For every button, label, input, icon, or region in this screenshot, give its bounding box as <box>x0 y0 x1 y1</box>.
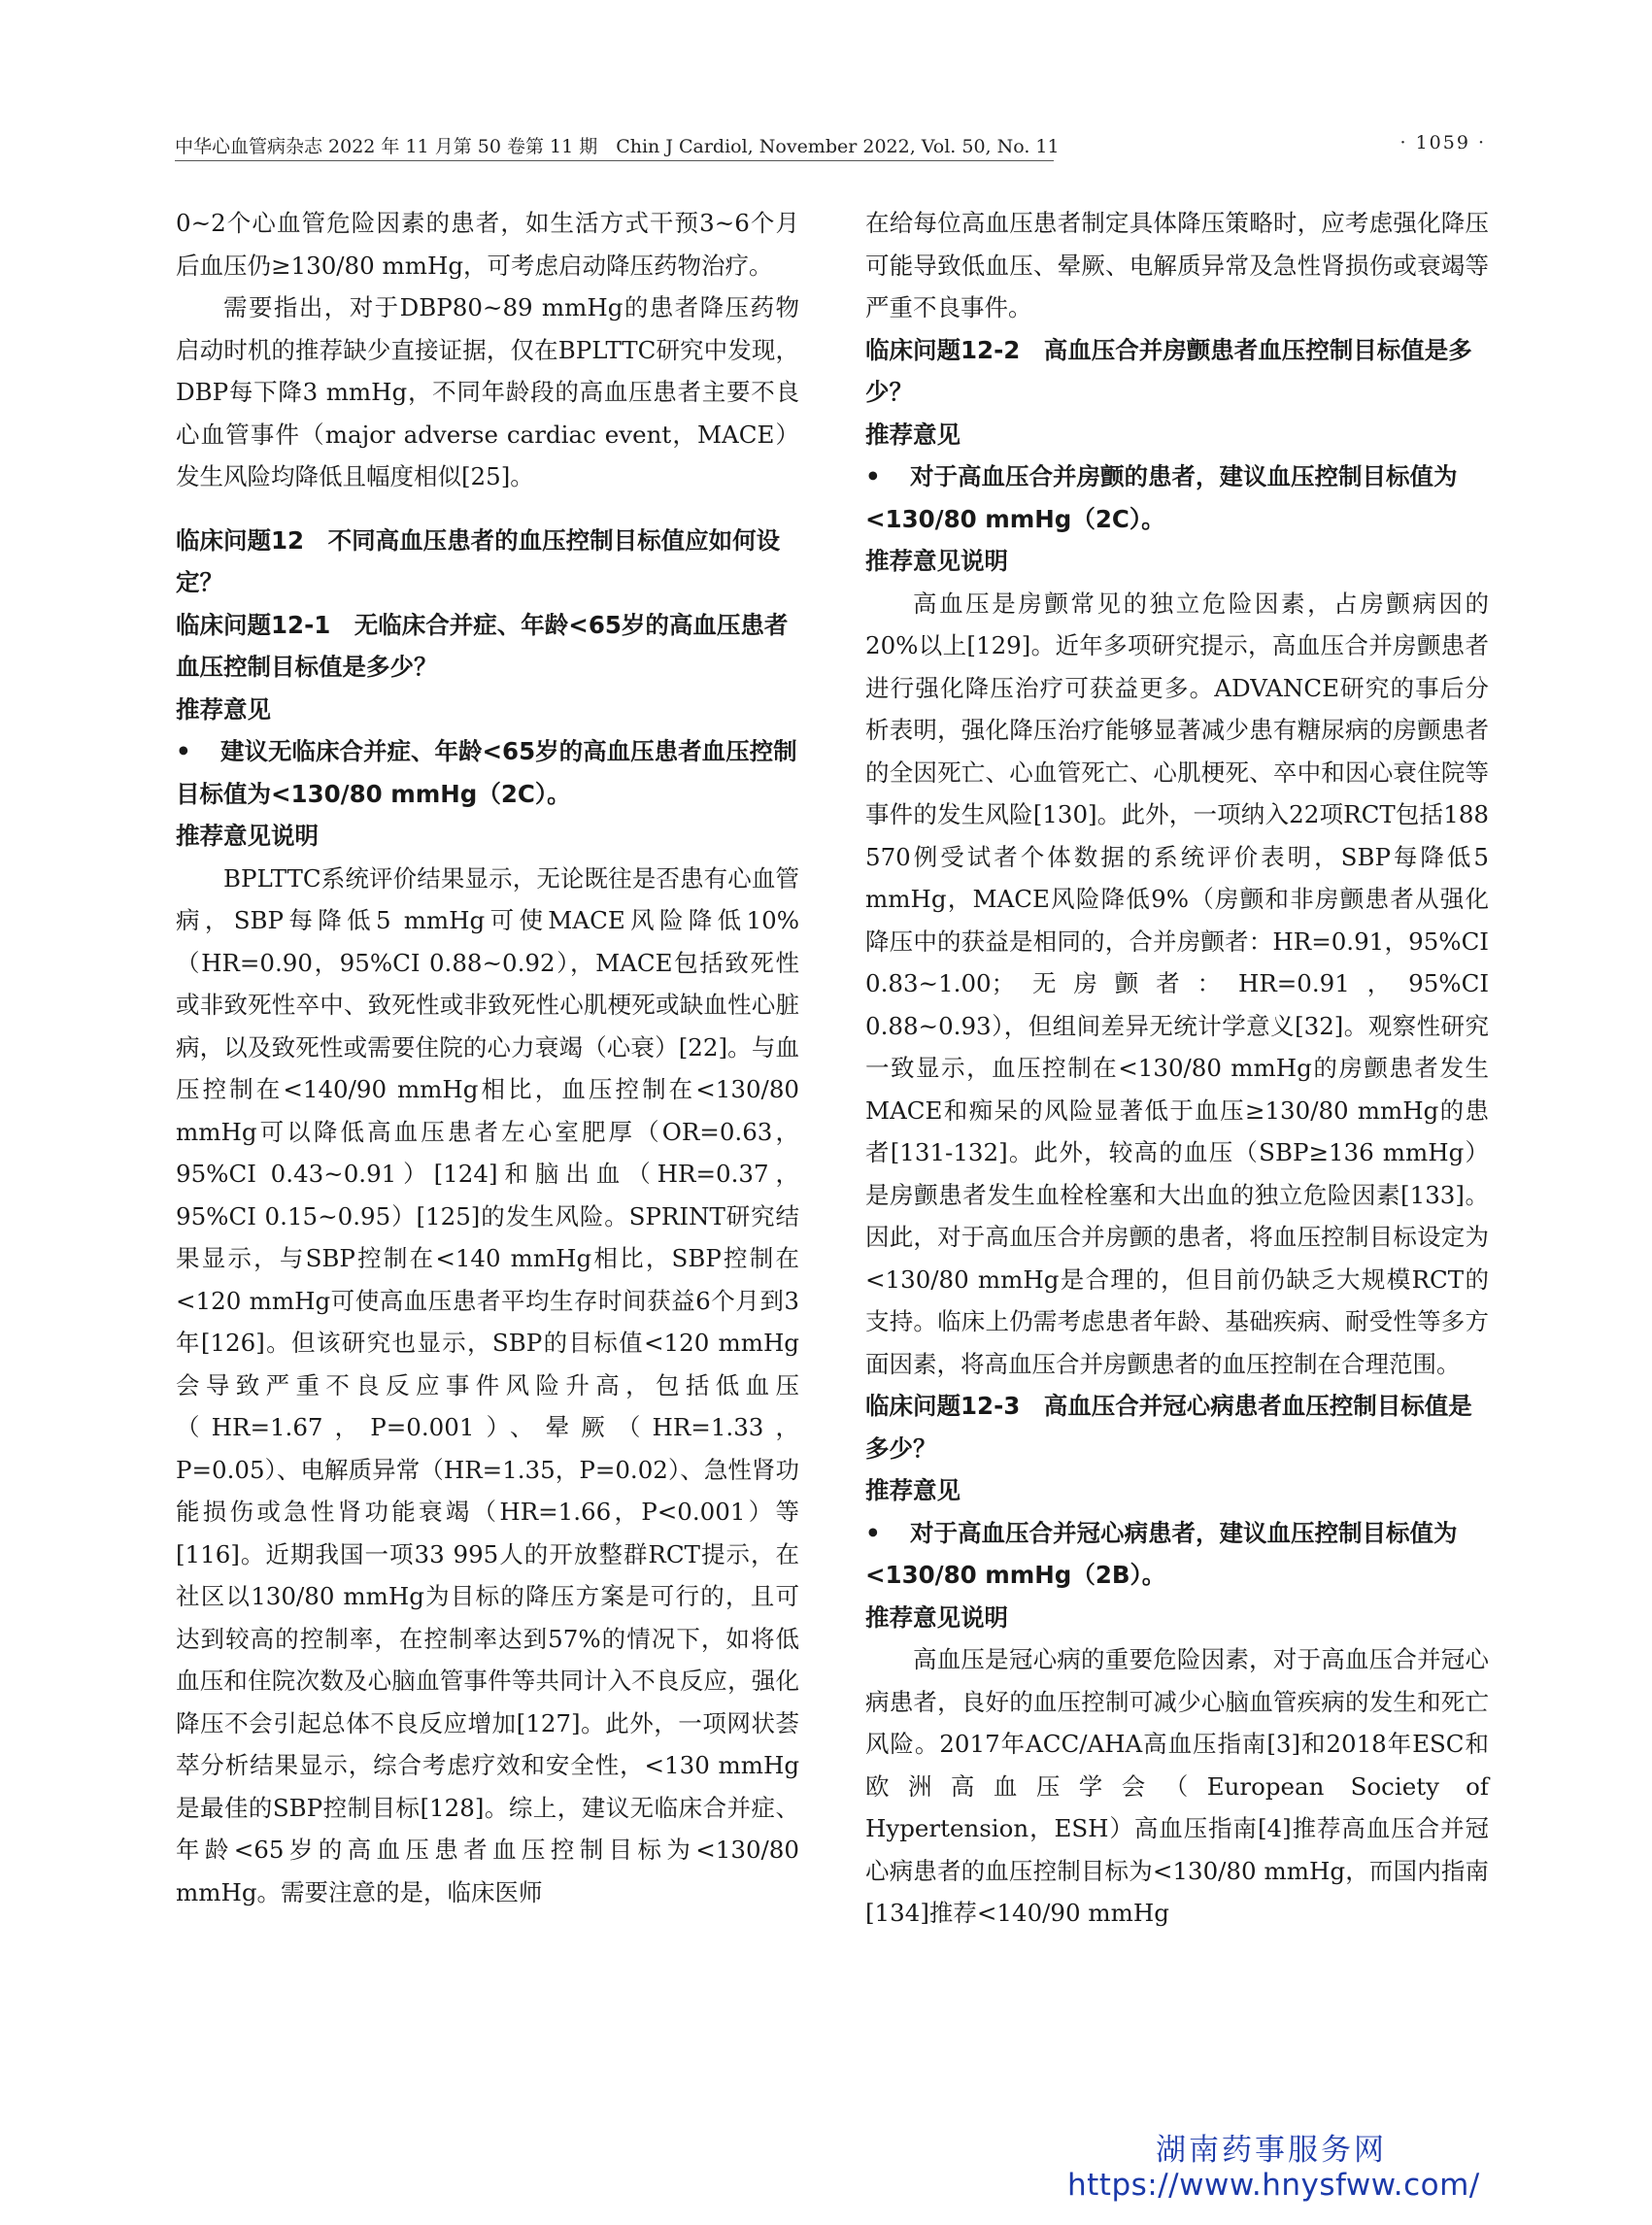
left-column <box>176 202 799 1913</box>
journal-citation: 中华心血管病杂志 2022 年 11 月第 50 卷第 11 期 Chin J Cardiol, November 2022, Vol. 50, No. 11 <box>175 136 1060 157</box>
recommendation-explanation-label: 推荐意见说明 <box>865 1602 1008 1632</box>
paragraph: 高血压是房颤常见的独立危险因素，占房颤病因的20%以上[129]。近年多项研究提示，高血压合并房颤患者进行强化降压治疗可获益更多。ADVANCE研究的事后分析表明，强化降压治疗能够显著减少患有糖尿病的房颤患者的全因死亡、心血管死亡、心肌梗死、卒中和因心衰住院等事件的发生风险[130]。此外，一项纳入22项RCT包括188 570例受试者个体数据的系统评价表明，SBP每降低5 mmHg，MACE风险降低9%（房颤和非房颤患者从强化降压中的获益是相同的，合并房颤者：HR=0.91，95%CI 0.83~1.00；无房颤者：HR=0.91，95%CI 0.88~0.93），但组间差异无统计学意义[32]。观察性研究一致显示，血压控制在<130/80 mmHg的房颤患者发生MACE和痴呆的风险显著低于血压≥130/80 mmHg的患者[131-132]。此外，较高的血压（SBP≥136 mmHg）是房颤患者发生血栓栓塞和大出血的独立危险因素[133]。因此，对于高血压合并房颤的患者，将血压控制目标设定为<130/80 mmHg是合理的，但目前仍缺乏大规模RCT的支持。临床上仍需考虑患者年龄、基础疾病、耐受性等多方面因素，将高血压合并房颤患者的血压控制在合理范围。 <box>865 589 1489 1378</box>
recommendation-text: 对于高血压合并冠心病患者，建议血压控制目标值为<130/80 mmHg（2B）。 <box>865 1518 1458 1589</box>
paragraph: 0~2个心血管危险因素的患者，如生活方式干预3~6个月后血压仍≥130/80 mmHg，可考虑启动降压药物治疗。 <box>176 209 799 280</box>
paragraph: 在给每位高血压患者制定具体降压策略时，应考虑强化降压可能导致低血压、晕厥、电解质异常及急性肾损伤或衰竭等严重不良事件。 <box>865 209 1489 321</box>
bullet: • <box>176 737 191 765</box>
recommendation-label: 推荐意见 <box>865 1476 961 1504</box>
question-12-2-heading: 临床问题12-2 高血压合并房颤患者血压控制目标值是多少？ <box>865 335 1472 406</box>
watermark-url[interactable]: https://www.hnysfww.com/ <box>1067 2168 1480 2203</box>
bullet: • <box>865 462 881 490</box>
recommendation-12-2 <box>865 455 1489 540</box>
site-watermark <box>1067 2133 1480 2203</box>
question-12-heading: 临床问题12 不同高血压患者的血压控制目标值应如何设定？ <box>176 525 781 596</box>
header-rule <box>175 160 1054 161</box>
right-column <box>865 202 1489 1935</box>
page-number: · 1059 · <box>1399 132 1486 153</box>
question-12-1-heading: 临床问题12-1 无临床合并症、年龄<65岁的高血压患者血压控制目标值是多少？ <box>176 610 789 681</box>
recommendation-explanation-label: 推荐意见说明 <box>176 822 319 850</box>
question-12-3-heading: 临床问题12-3 高血压合并冠心病患者血压控制目标值是多少？ <box>865 1392 1472 1463</box>
paragraph: 需要指出，对于DBP80~89 mmHg的患者降压药物启动时机的推荐缺少直接证据，仅在BPLTTC研究中发现，DBP每下降3 mmHg，不同年龄段的高血压患者主要不良心血管事件（major adverse cardiac event，MACE）发生风险均降低且幅度相似[25]。 <box>176 293 799 490</box>
recommendation-text: 对于高血压合并房颤的患者，建议血压控制目标值为<130/80 mmHg（2C）。 <box>865 462 1458 533</box>
paragraph: BPLTTC系统评价结果显示，无论既往是否患有心血管病，SBP每降低5 mmHg可使MACE风险降低10%（HR=0.90，95%CI 0.88~0.92），MACE包括致死性或非致死性卒中、致死性或非致死性心肌梗死或缺血性心脏病，以及致死性或需要住院的心力衰竭（心衰）[22]。与血压控制在<140/90 mmHg相比，血压控制在<130/80 mmHg可以降低高血压患者左心室肥厚（OR=0.63，95%CI 0.43~0.91）[124]和脑出血（HR=0.37，95%CI 0.15~0.95）[125]的发生风险。SPRINT研究结果显示，与SBP控制在<140 mmHg相比，SBP控制在<120 mmHg可使高血压患者平均生存时间获益6个月到3年[126]。但该研究也显示，SBP的目标值<120 mmHg会导致严重不良反应事件风险升高，包括低血压（HR=1.67，P=0.001）、晕厥（HR=1.33，P=0.05）、电解质异常（HR=1.35，P=0.02）、急性肾功能损伤或急性肾功能衰竭（HR=1.66，P<0.001）等[116]。近期我国一项33 995人的开放整群RCT提示，在社区以130/80 mmHg为目标的降压方案是可行的，且可达到较高的控制率，在控制率达到57%的情况下，如将低血压和住院次数及心脑血管事件等共同计入不良反应，强化降压不会引起总体不良反应增加[127]。此外，一项网状荟萃分析结果显示，综合考虑疗效和安全性，<130 mmHg是最佳的SBP控制目标[128]。综上，建议无临床合并症、年龄<65岁的高血压患者血压控制目标为<130/80 mmHg。需要注意的是，临床医师 <box>176 863 799 1906</box>
paragraph: 高血压是冠心病的重要危险因素，对于高血压合并冠心病患者，良好的血压控制可减少心脑血管疾病的发生和死亡风险。2017年ACC/AHA高血压指南[3]和2018年ESC和欧洲高血压学会（European Society of Hypertension，ESH）高血压指南[4]推荐高血压合并冠心病患者的血压控制目标为<130/80 mmHg，而国内指南[134]推荐<140/90 mmHg <box>865 1645 1489 1927</box>
recommendation-explanation-label: 推荐意见说明 <box>865 547 1008 575</box>
recommendation-text: 建议无临床合并症、年龄<65岁的高血压患者血压控制目标值为<130/80 mmHg（2C）。 <box>176 737 797 808</box>
recommendation-label: 推荐意见 <box>176 694 271 724</box>
recommendation-12-1 <box>176 730 799 815</box>
recommendation-label: 推荐意见 <box>865 420 961 449</box>
watermark-name: 湖南药事服务网 <box>1156 2133 1387 2168</box>
bullet: • <box>865 1518 881 1547</box>
recommendation-12-3 <box>865 1512 1489 1597</box>
